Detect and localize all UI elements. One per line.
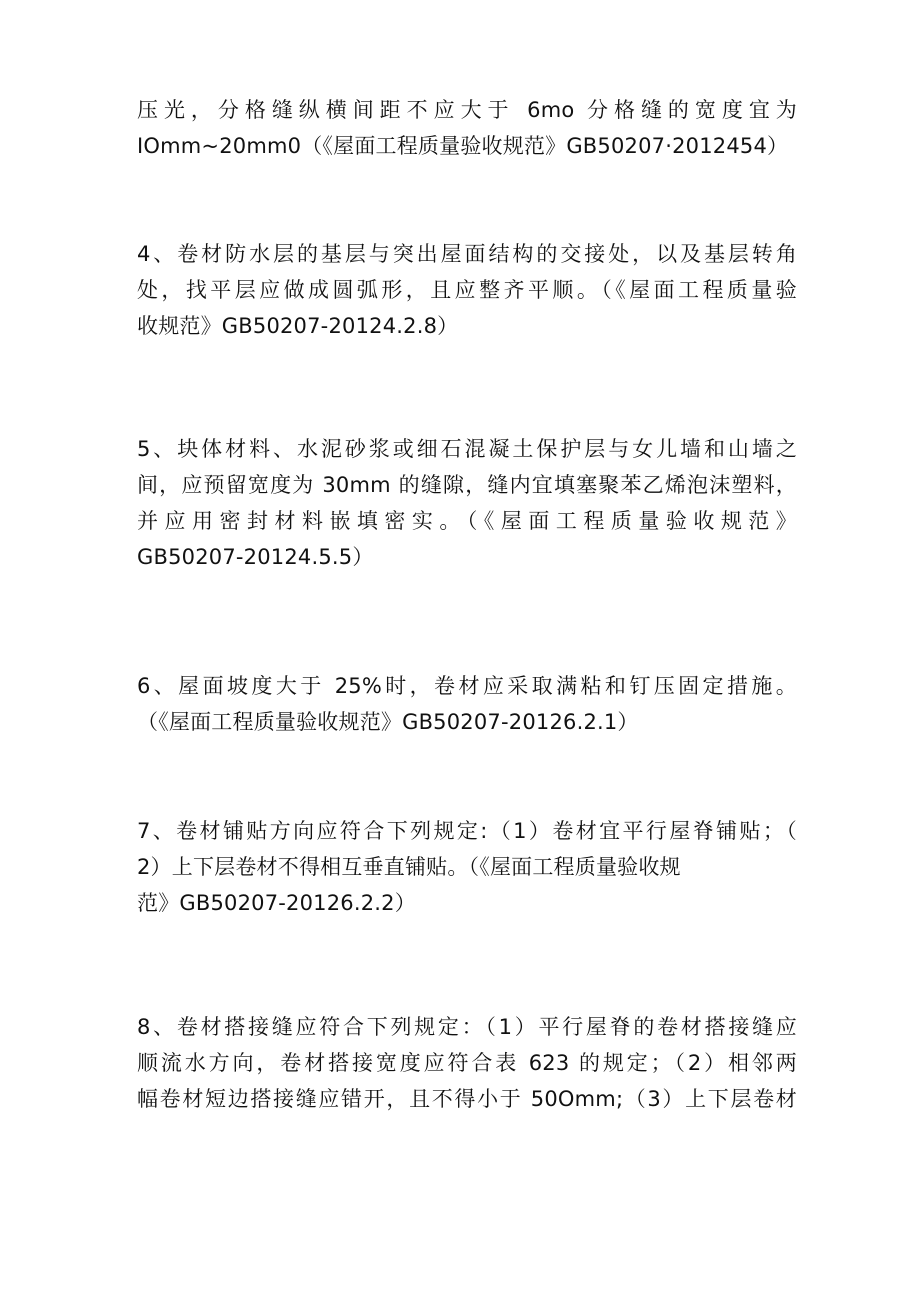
text-line: 6、屋面坡度大于 25%时，卷材应采取满粘和钉压固定措施。 [137,674,797,698]
text-line: IOmm~20mm0（《屋面工程质量验收规范》GB50207·2012454） [137,134,789,158]
paragraph-item-5 [137,431,797,575]
text-line: 幅卷材短边搭接缝应错开，且不得小于 50Omm;（3）上下层卷材 [137,1087,797,1111]
text-line: GB50207-20124.5.5） [137,545,374,569]
text-line: 7、卷材铺贴方向应符合下列规定:（1）卷材宜平行屋脊铺贴；（ [137,819,797,843]
paragraph-item-7 [137,813,797,921]
paragraph-3-continuation [137,92,797,164]
paragraph-item-6 [137,668,797,740]
text-line: 顺流水方向，卷材搭接宽度应符合表 623 的规定；（2）相邻两 [137,1051,797,1075]
text-line: 范》GB50207-20126.2.2） [137,891,416,915]
text-line: （《屋面工程质量验收规范》GB50207-20126.2.1） [137,710,639,734]
text-line: 2）上下层卷材不得相互垂直铺贴。（《屋面工程质量验收规 [137,855,681,879]
text-line: 并应用密封材料嵌填密实。（《屋面工程质量验收规范》 [137,509,797,533]
text-line: 8、卷材搭接缝应符合下列规定：（1）平行屋脊的卷材搭接缝应 [137,1015,797,1039]
text-line: 处，找平层应做成圆弧形，且应整齐平顺。（《屋面工程质量验 [137,278,797,302]
text-line: 压光，分格缝纵横间距不应大于 6mo 分格缝的宽度宜为 [137,98,797,122]
text-line: 间，应预留宽度为 30mm 的缝隙，缝内宜填塞聚苯乙烯泡沫塑料， [137,473,797,497]
text-line: 4、卷材防水层的基层与突出屋面结构的交接处，以及基层转角 [137,242,797,266]
paragraph-item-8 [137,1009,797,1117]
paragraph-item-4 [137,236,797,344]
text-line: 收规范》GB50207-20124.2.8） [137,314,459,338]
text-line: 5、块体材料、水泥砂浆或细石混凝土保护层与女儿墙和山墙之 [137,437,797,461]
